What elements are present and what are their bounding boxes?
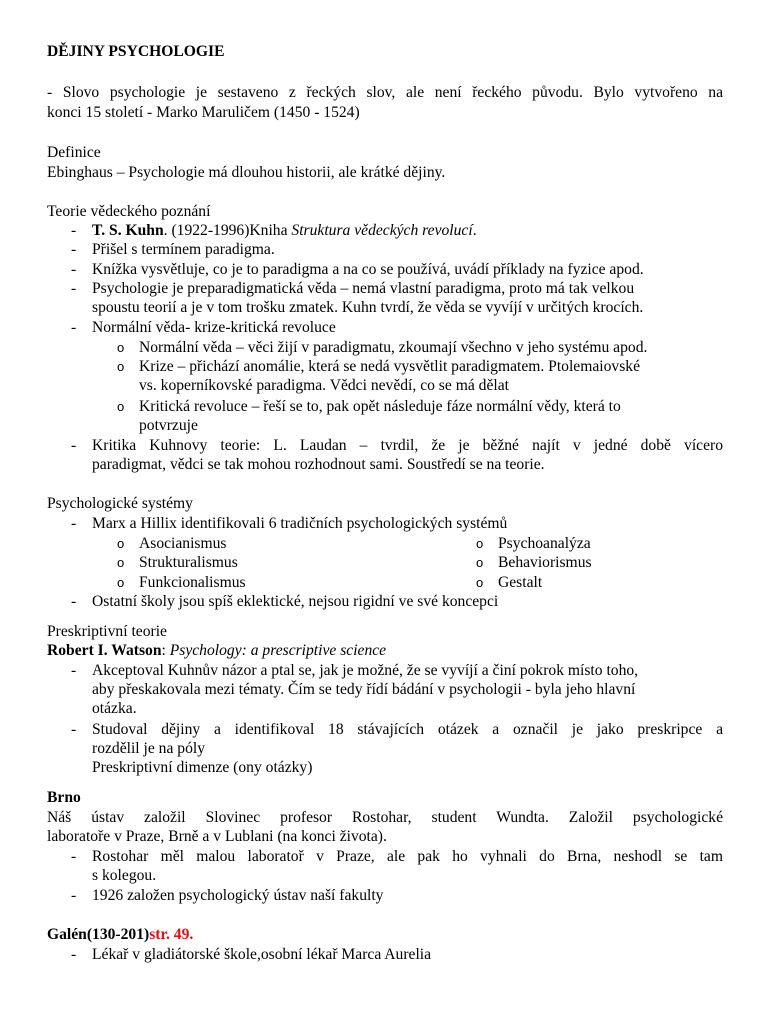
list-item: - Kritika Kuhnovy teorie: L. Laudan – tvrdil, že je běžné najít v jedné době vícero paradigmat, vědci se tak mohou rozhodnout sami. Soustředí se na teorie. (71, 437, 723, 473)
circle-bullet-icon: o (117, 575, 125, 590)
circle-bullet-icon: o (117, 359, 125, 374)
list-item: - Marx a Hillix identifikovali 6 tradičních psychologických systémů (71, 515, 508, 532)
circle-bullet-icon: o (117, 555, 125, 570)
watson-book: Psychology: a prescriptive science (169, 642, 387, 659)
sub-list-item: o Normální věda – věci žijí v paradigmatu, zkoumají všechno v jeho systému apod. (117, 339, 648, 356)
list-item: - Rostohar měl malou laboratoř v Praze, ale pak ho vyhnali do Brna, neshodl se tam s kolegou. (71, 848, 723, 884)
circle-bullet-icon: o (476, 536, 484, 551)
circle-bullet-icon: o (476, 555, 484, 570)
brno-heading: Brno (47, 789, 81, 806)
brno-paragraph-line-1: Náš ústav založil Slovinec profesor Rostohar, student Wundta. Založil psychologické (47, 809, 723, 826)
teorie-heading: Teorie vědeckého poznání (47, 203, 211, 220)
system-funkcionalismus: Funkcionalismus (139, 574, 246, 591)
list-item: - Studoval dějiny a identifikoval 18 stávajících otázek a označil je jako preskripce a rozdělil je na póly Preskriptivní dimenze (ony otázky) (71, 721, 723, 776)
system-asocianismus: Asocianismus (139, 535, 227, 552)
list-item: - Psychologie je preparadigmatická věda – nemá vlastní paradigma, proto má tak velkou spoustu teorií a je v tom trošku zmatek. Kuhn tvrdí, že věda se vyvíjí v určitých krocích. (71, 280, 644, 316)
page-title: DĚJINY PSYCHOLOGIE (47, 43, 225, 60)
list-item: - Knížka vysvětluje, co je to paradigma a na co se používá, uvádí příklady na fyzice apod. (71, 261, 644, 278)
intro-line-2: konci 15 století - Marko Maruličem (1450 - 1524) (47, 104, 360, 121)
sub-list-item: o Krize – přichází anomálie, která se nedá vysvětlit paradigmatem. Ptolemaiovské vs. koperníkovské paradigma. Vědci nevědí, co se má dělat (117, 358, 640, 394)
system-behaviorismus: Behaviorismus (498, 554, 592, 571)
page-reference: str. 49. (149, 926, 194, 943)
list-item: - Lékař v gladiátorské škole,osobní lékař Marca Aurelia (71, 946, 432, 963)
watson-line: Robert I. Watson: Psychology: a prescriptive science (47, 642, 387, 659)
systemy-heading: Psychologické systémy (47, 495, 193, 512)
intro-line-1: - Slovo psychologie je sestaveno z řeckých slov, ale není řeckého původu. Bylo vytvořeno na (47, 84, 723, 101)
system-row (47, 573, 723, 592)
list-item: - Akceptoval Kuhnův názor a ptal se, jak je možné, že se vyvíjí a činí pokrok místo toho, aby přeskakovala mezi tématy. Čím se tedy řídí bádání v psychologii - byla jeho hlavní otázka. (71, 662, 639, 717)
circle-bullet-icon: o (476, 575, 484, 590)
brno-paragraph-line-2: laboratoře v Praze, Brně a v Lublani (na konci života). (47, 828, 387, 845)
circle-bullet-icon: o (117, 536, 125, 551)
bullet-dash: - (71, 222, 77, 239)
list-item: - T. S. Kuhn. (1922-1996)Kniha Struktura vědeckých revolucí. (71, 222, 477, 239)
list-item: - Ostatní školy jsou spíš eklektické, nejsou rigidní ve své koncepci (71, 593, 499, 610)
system-gestalt: Gestalt (498, 574, 543, 591)
system-row (47, 553, 723, 572)
system-strukturalismus: Strukturalismus (139, 554, 238, 571)
galen-heading: Galén(130-201)str. 49. (47, 926, 194, 943)
list-item: - Normální věda- krize-kritická revoluce (71, 319, 336, 336)
definice-heading: Definice (47, 144, 101, 161)
watson-name: Robert I. Watson (47, 642, 162, 659)
sub-list-item: o Kritická revoluce – řeší se to, pak opět následuje fáze normální vědy, která to potvrzuje (117, 398, 621, 434)
circle-bullet-icon: o (117, 340, 125, 355)
circle-bullet-icon: o (117, 399, 125, 414)
kuhn-book: Struktura vědeckých revolucí (291, 222, 473, 239)
list-item: - 1926 založen psychologický ústav naší fakulty (71, 887, 384, 904)
system-psychoanalyza: Psychoanalýza (498, 535, 591, 552)
kuhn-name: T. S. Kuhn (92, 222, 164, 239)
list-item: - Přišel s termínem paradigma. (71, 241, 275, 258)
definice-text: Ebinghaus – Psychologie má dlouhou historii, ale krátké dějiny. (47, 164, 446, 181)
preskriptivni-heading: Preskriptivní teorie (47, 623, 167, 640)
system-row (47, 534, 723, 553)
